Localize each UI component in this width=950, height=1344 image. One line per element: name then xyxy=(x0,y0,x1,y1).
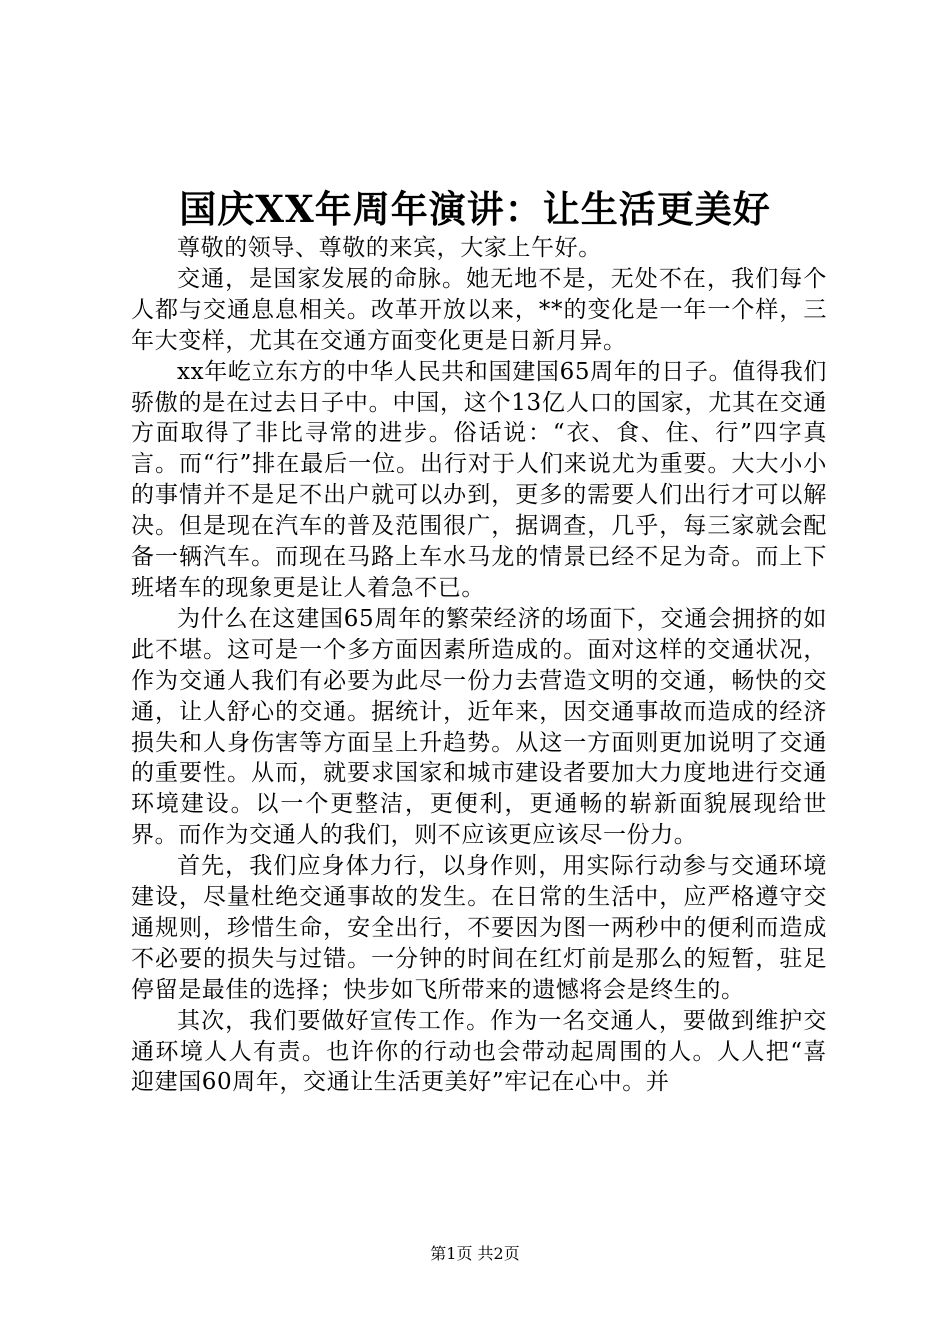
paragraph-anniversary: xx年屹立东方的中华人民共和国建国65周年的日子。值得我们骄傲的是在过去日子中。中国，这个13亿人口的国家，尤其在交通方面取得了非比寻常的进步。俗话说：“衣、食、住、行”四字真言。而“行”排在最后一位。出行对于人们来说尤为重要。大大小小的事情并不是足不出户就可以办到，更多的需要人们出行才可以解决。但是现在汽车的普及范围很广，据调查，几乎，每三家就会配备一辆汽车。而现在马路上车水马龙的情景已经不足为奇。而上下班堵车的现象更是让人着急不已。 xyxy=(131,358,827,601)
paragraph-greeting: 尊敬的领导、尊敬的来宾，大家上午好。 xyxy=(177,235,602,261)
document-title: 国庆XX年周年演讲：让生活更美好 xyxy=(179,187,771,231)
paragraph-congestion: 为什么在这建国65周年的繁荣经济的场面下，交通会拥挤的如此不堪。这可是一个多方面因素所造成的。面对这样的交通状况，作为交通人我们有必要为此尽一份力去营造文明的交通，畅快的交通，让人舒心的交通。据统计，近年来，因交通事故而造成的经济损失和人身伤害等方面呈上升趋势。从这一方面则更加说明了交通的重要性。从而，就要求国家和城市建设者要加大力度地进行交通环境建设。以一个更整洁，更便利，更通畅的崭新面貌展现给世界。而作为交通人的我们，则不应该更应该尽一份力。 xyxy=(131,605,827,849)
paragraph-first-point: 首先，我们应身体力行，以身作则，用实际行动参与交通环境建设，尽量杜绝交通事故的发生。在日常的生活中，应严格遵守交通规则，珍惜生命，安全出行，不要因为图一两秒中的便利而造成不必要的损失与过错。一分钟的时间在红灯前是那么的短暂，驻足停留是最佳的选择；快步如飞所带来的遗憾将会是终生的。 xyxy=(131,853,827,1003)
paragraph-second-point: 其次，我们要做好宣传工作。作为一名交通人，要做到维护交通环境人人有责。也许你的行动也会带动起周围的人。人人把“喜迎建国60周年，交通让生活更美好”牢记在心中。并 xyxy=(131,1007,827,1096)
page-number-footer: 第1页 共2页 xyxy=(430,1244,520,1263)
document-body xyxy=(131,233,827,1098)
paragraph-transport-intro: 交通，是国家发展的命脉。她无地不是，无处不在，我们每个人都与交通息息相关。改革开放以来，**的变化是一年一个样，三年大变样，尤其在交通方面变化更是日新月异。 xyxy=(131,265,827,354)
